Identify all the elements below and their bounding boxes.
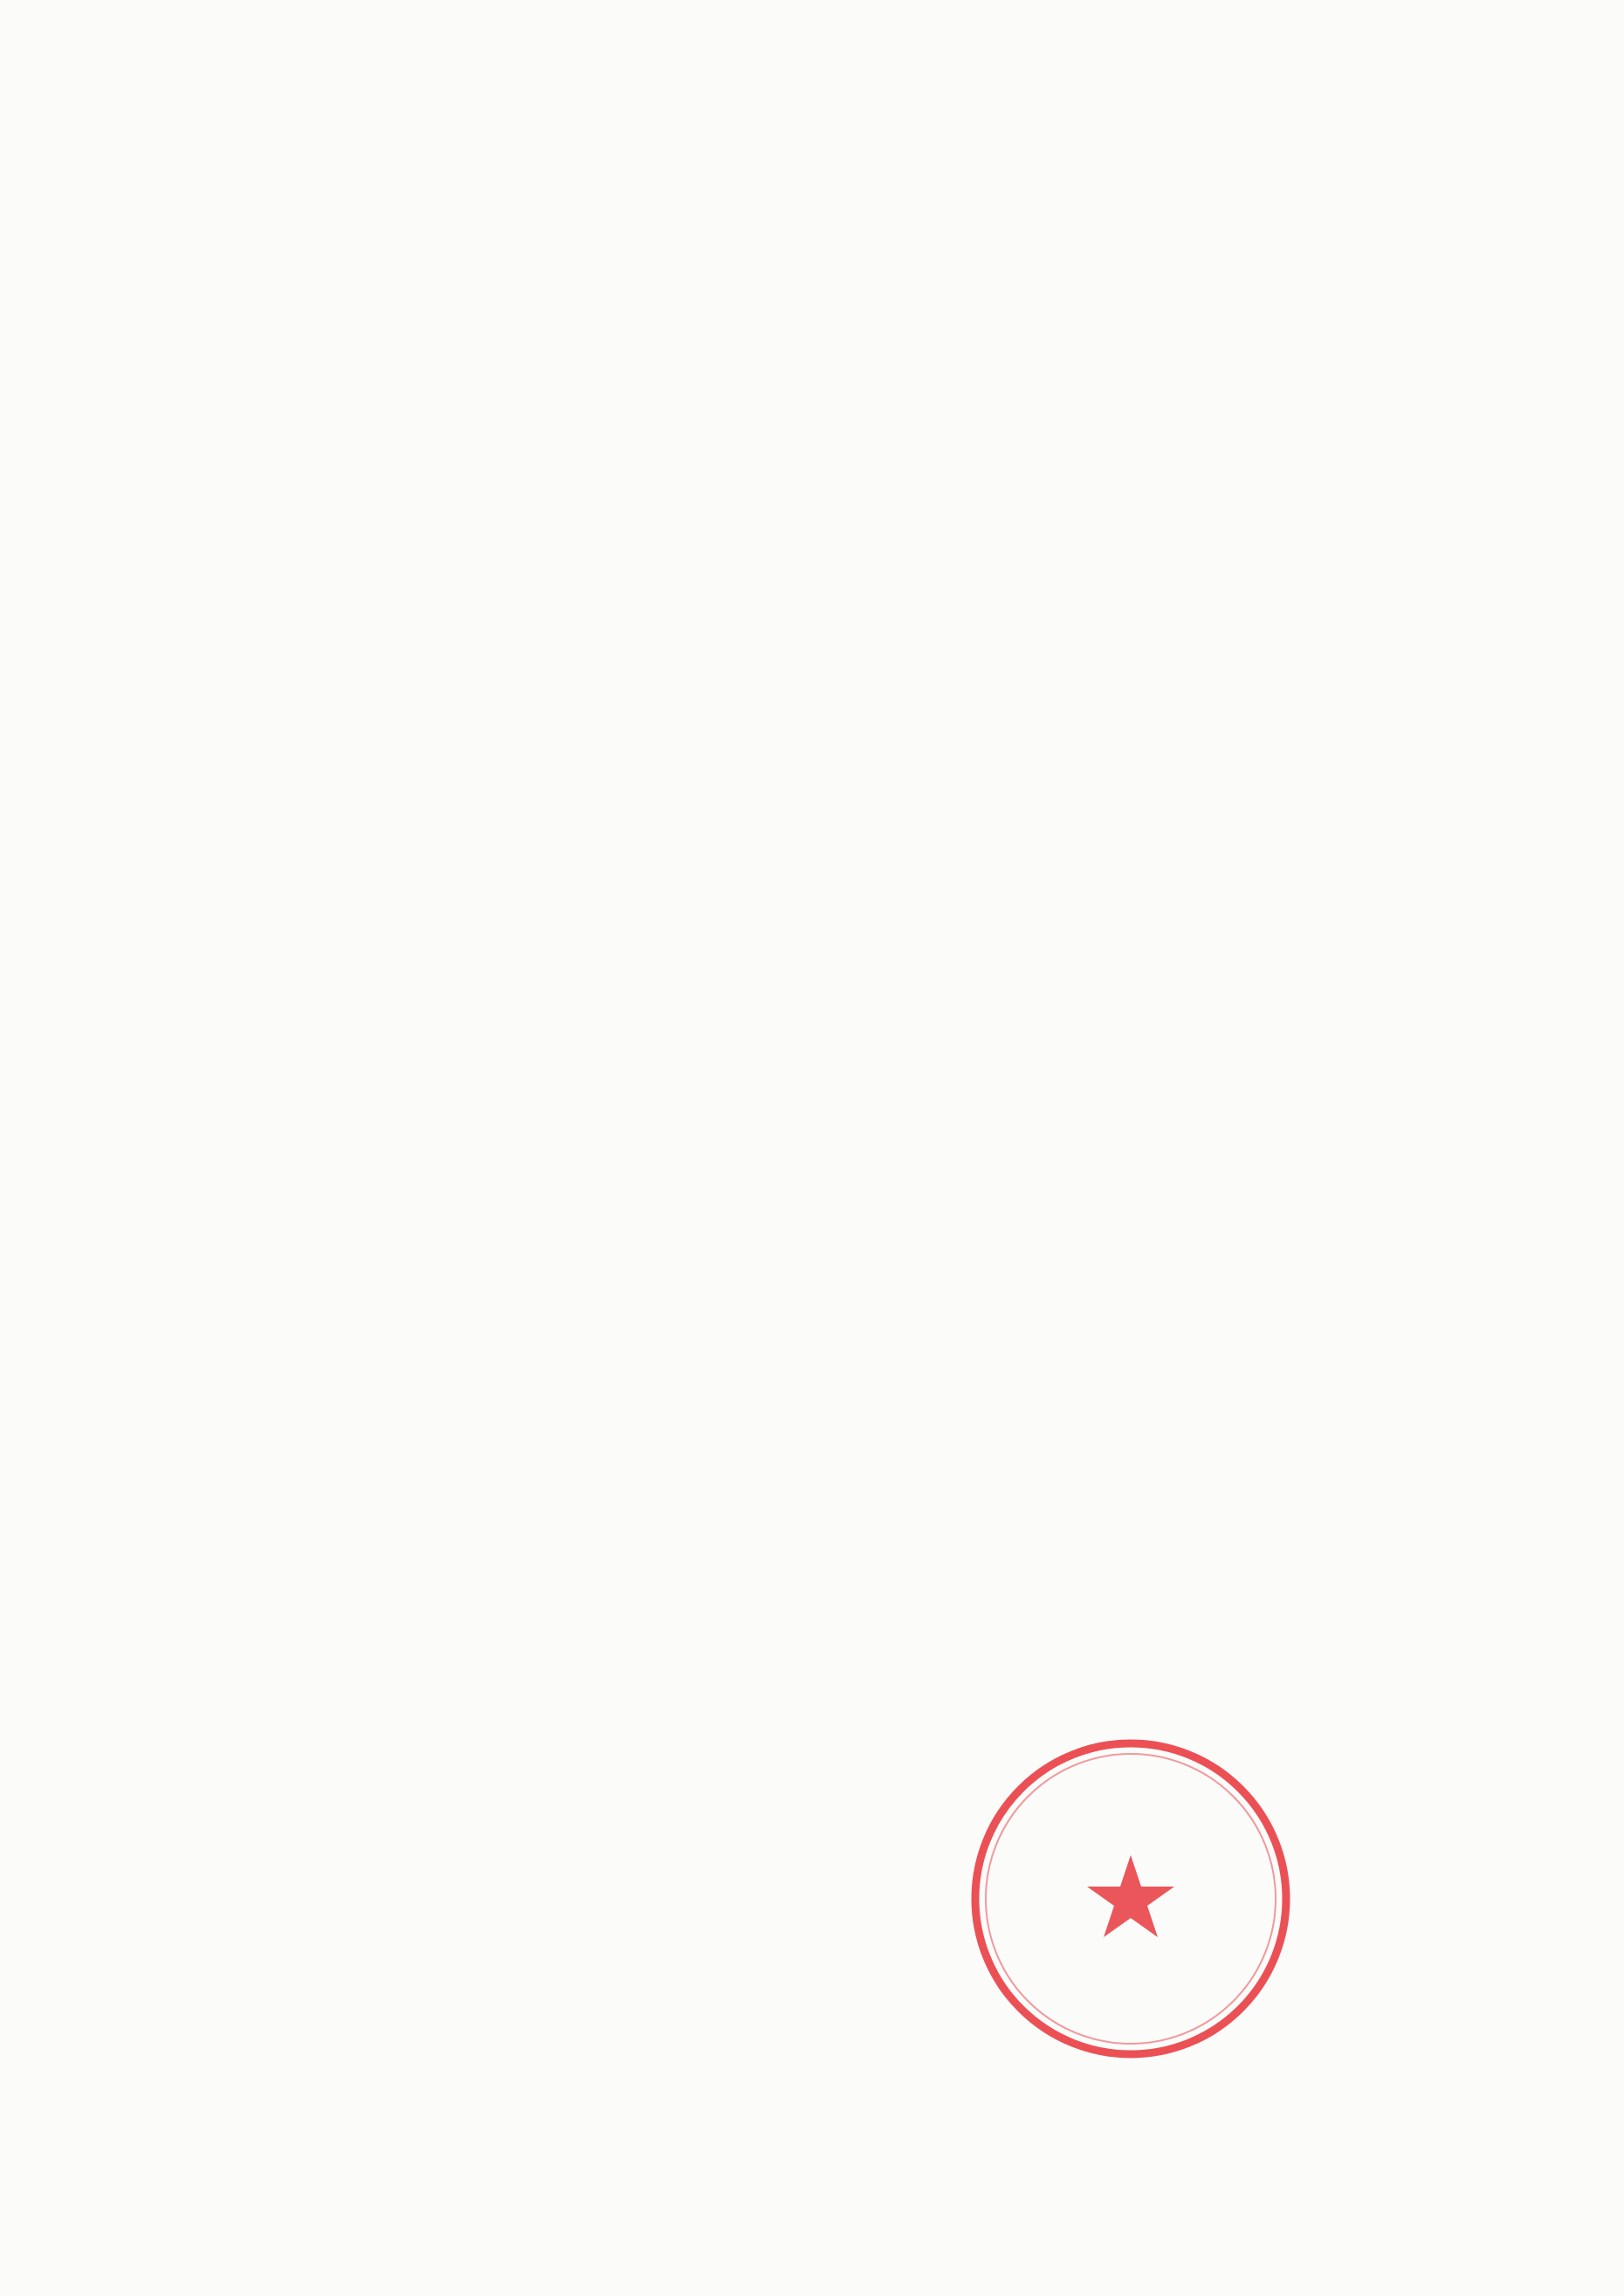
official-seal xyxy=(956,1724,1305,2073)
